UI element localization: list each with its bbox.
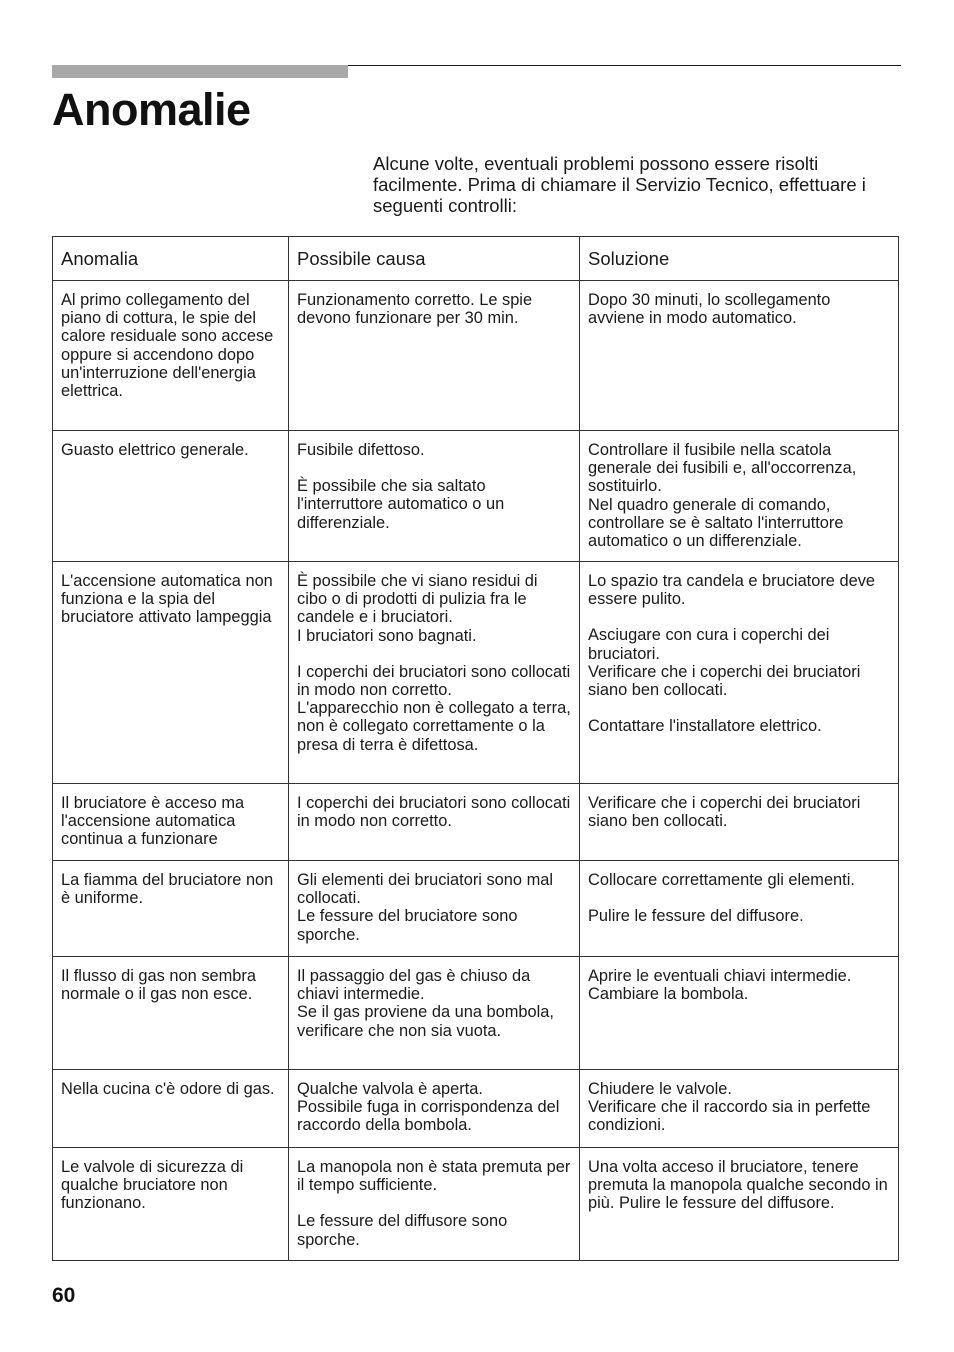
cell-cause: [289, 957, 580, 1070]
cell-anomaly: [53, 861, 289, 957]
cell-text: Funzionamento corretto. Le spie devono funzionare per 30 min.: [297, 291, 533, 328]
table-row: [53, 861, 899, 957]
cell-text: Dopo 30 minuti, lo scollegamento avviene in modo automatico.: [588, 291, 831, 328]
cell-solution: [580, 957, 899, 1070]
troubleshooting-table: [52, 236, 899, 1261]
cell-cause: [289, 1070, 580, 1148]
page-title: Anomalie: [52, 84, 251, 135]
cell-cause: [289, 562, 580, 784]
cell-text: Verificare che i coperchi dei bruciatori siano ben collocati.: [588, 794, 861, 831]
header-rule: [348, 65, 901, 66]
cell-text: Aprire le eventuali chiavi intermedie.: [588, 967, 852, 985]
cell-text: Collocare correttamente gli elementi.: [588, 871, 855, 889]
cell-anomaly: [53, 562, 289, 784]
cell-text: I coperchi dei bruciatori sono collocati in modo non corretto.: [297, 662, 571, 700]
cell-solution: [580, 281, 899, 431]
cell-text: Cambiare la bombola.: [588, 985, 749, 1004]
cell-anomaly: [53, 431, 289, 562]
cell-text: La manopola non è stata premuta per il tempo sufficiente.: [297, 1158, 571, 1195]
cell-text: Gli elementi dei bruciatori sono mal collocati.: [297, 871, 553, 908]
table-row: [53, 562, 899, 784]
table-row: [53, 1070, 899, 1148]
cell-text: Fusibile difettoso.: [297, 441, 425, 459]
cell-text: Se il gas proviene da una bombola, verificare che non sia vuota.: [297, 1003, 554, 1040]
cell-text: Una volta acceso il bruciatore, tenere premuta la manopola qualche secondo in più. Pulire le fessure del diffusore.: [588, 1158, 888, 1213]
cell-cause: [289, 281, 580, 431]
header-bar: [52, 65, 348, 78]
cell-text: Controllare il fusibile nella scatola generale dei fusibili e, all'occorrenza, sostituirlo.: [588, 441, 857, 496]
cell-solution: [580, 562, 899, 784]
table-row: [53, 281, 899, 431]
cell-text: La fiamma del bruciatore non è uniforme.: [61, 871, 274, 908]
cell-cause: [289, 861, 580, 957]
cell-anomaly: [53, 281, 289, 431]
cell-text: Chiudere le valvole.: [588, 1080, 732, 1098]
cell-text: Possibile fuga in corrispondenza del raccordo della bombola.: [297, 1098, 560, 1135]
table-header-row: [53, 237, 899, 281]
table-row: [53, 431, 899, 562]
cell-text: Asciugare con cura i coperchi dei bruciatori.: [588, 626, 830, 663]
table-row: [53, 784, 899, 861]
cell-text: Nel quadro generale di comando, controllare se è saltato l'interruttore automatico o un differenziale.: [588, 495, 844, 551]
cell-cause: [289, 1148, 580, 1261]
cell-text: I coperchi dei bruciatori sono collocati in modo non corretto.: [297, 794, 571, 831]
cell-solution: [580, 861, 899, 957]
cell-text: Le fessure del bruciatore sono sporche.: [297, 907, 518, 944]
cell-solution: [580, 784, 899, 861]
cell-anomaly: [53, 957, 289, 1070]
cell-anomaly: [53, 1148, 289, 1261]
cell-text: L'accensione automatica non funziona e la spia del bruciatore attivato lampeggia: [61, 572, 273, 627]
header-solution: Soluzione: [580, 237, 899, 281]
cell-anomaly: [53, 1070, 289, 1148]
table-row: [53, 1148, 899, 1261]
cell-text: Il flusso di gas non sembra normale o il gas non esce.: [61, 967, 256, 1004]
cell-solution: [580, 1148, 899, 1261]
table-row: [53, 957, 899, 1070]
cell-text: Le fessure del diffusore sono sporche.: [297, 1212, 508, 1249]
cell-text: Nella cucina c'è odore di gas.: [61, 1080, 275, 1098]
cell-text: L'apparecchio non è collegato a terra, non è collegato correttamente o la presa di terra è difettosa.: [297, 699, 571, 754]
cell-text: Lo spazio tra candela e bruciatore deve essere pulito.: [588, 572, 876, 609]
cell-text: Contattare l'installatore elettrico.: [588, 717, 822, 736]
cell-text: Le valvole di sicurezza di qualche bruciatore non funzionano.: [61, 1158, 244, 1213]
cell-text: Il bruciatore è acceso ma l'accensione automatica continua a funzionare: [61, 794, 245, 849]
cell-text: Al primo collegamento del piano di cottura, le spie del calore residuale sono accese oppure si accendono dopo un'interruzione dell'energia elettrica.: [61, 291, 274, 401]
intro-paragraph: Alcune volte, eventuali problemi possono essere risolti facilmente. Prima di chiamare il Servizio Tecnico, effettuare i seguenti controlli:: [373, 153, 866, 216]
header-anomaly: Anomalia: [53, 237, 289, 281]
cell-text: Guasto elettrico generale.: [61, 441, 249, 459]
cell-cause: [289, 784, 580, 861]
cell-text: Il passaggio del gas è chiuso da chiavi intermedie.: [297, 967, 531, 1004]
cell-solution: [580, 1070, 899, 1148]
cell-cause: [289, 431, 580, 562]
header-cause: Possibile causa: [289, 237, 580, 281]
cell-anomaly: [53, 784, 289, 861]
cell-text: Verificare che i coperchi dei bruciatori siano ben collocati.: [588, 662, 861, 700]
cell-text: È possibile che sia saltato l'interruttore automatico o un differenziale.: [297, 477, 505, 532]
page-number: 60: [52, 1284, 76, 1307]
cell-text: Verificare che il raccordo sia in perfette condizioni.: [588, 1098, 871, 1135]
cell-text: Qualche valvola è aperta.: [297, 1080, 483, 1098]
cell-text: Pulire le fessure del diffusore.: [588, 907, 804, 926]
cell-text: I bruciatori sono bagnati.: [297, 626, 477, 645]
cell-text: È possibile che vi siano residui di cibo o di prodotti di pulizia fra le candele e i bruciatori.: [297, 572, 538, 627]
cell-solution: [580, 431, 899, 562]
